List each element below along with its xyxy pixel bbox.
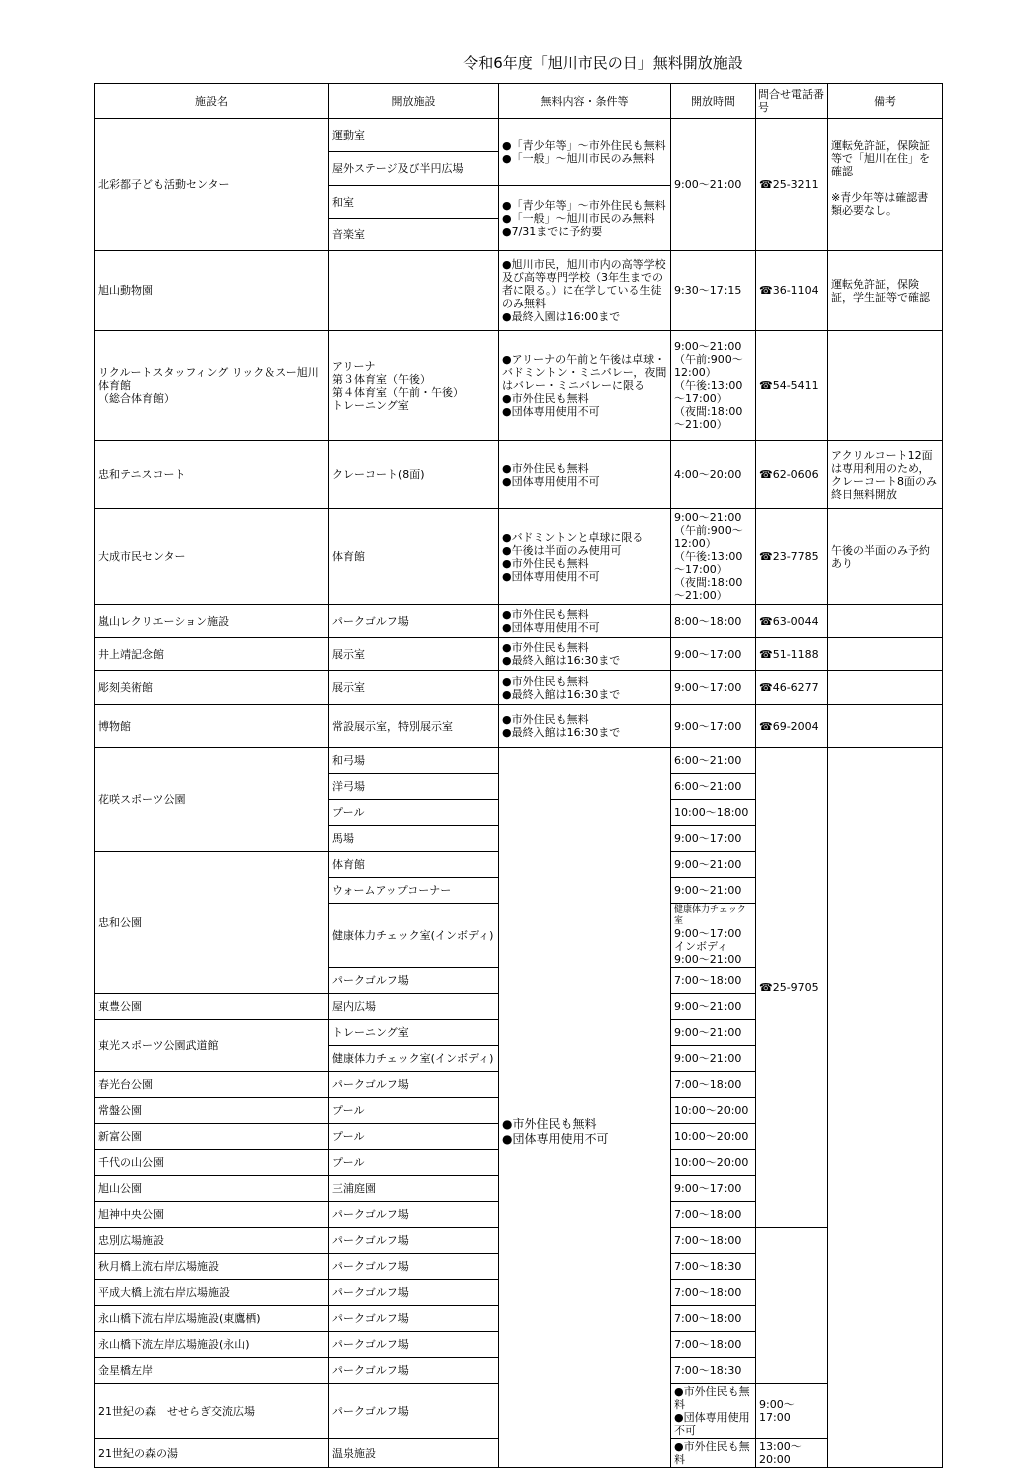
open-facility: パークゴルフ場 xyxy=(329,1072,499,1098)
open-facility: 体育館 xyxy=(329,852,499,878)
hours: 9:00～21:00 xyxy=(671,1020,756,1046)
facility-name: 忠和テニスコート xyxy=(95,441,329,509)
hours: 7:00～18:00 xyxy=(671,1306,756,1332)
open-facility: 体育館 xyxy=(329,509,499,605)
conditions: ●市外住民も無料 xyxy=(671,1439,756,1468)
notes xyxy=(828,605,943,638)
hours xyxy=(671,904,756,968)
open-facility: 洋弓場 xyxy=(329,774,499,800)
open-facility: 屋内広場 xyxy=(329,994,499,1020)
facility-name: 東豊公園 xyxy=(95,994,329,1020)
header-notes: 備考 xyxy=(828,84,943,119)
open-facility: プール xyxy=(329,800,499,826)
table-row xyxy=(95,251,943,331)
header-hours: 開放時間 xyxy=(671,84,756,119)
notes xyxy=(828,748,943,1468)
hours: 10:00～20:00 xyxy=(671,1098,756,1124)
header-conditions: 無料内容・条件等 xyxy=(499,84,671,119)
phone: ☎54-5411 xyxy=(756,331,828,441)
facility-name: 21世紀の森 せせらぎ交流広場 xyxy=(95,1384,329,1439)
hours: 9:00～17:00 xyxy=(671,1176,756,1202)
hours: 10:00～18:00 xyxy=(671,800,756,826)
hours: 13:00～20:00 xyxy=(756,1439,828,1468)
open-facility: 運動室 xyxy=(329,119,499,152)
hours: 7:00～18:00 xyxy=(671,1202,756,1228)
facility-name: 常盤公園 xyxy=(95,1098,329,1124)
facility-name: 千代の山公園 xyxy=(95,1150,329,1176)
hours: 4:00～20:00 xyxy=(671,441,756,509)
table-row xyxy=(95,331,943,441)
open-facility: クレーコート(8面) xyxy=(329,441,499,509)
open-facility: プール xyxy=(329,1098,499,1124)
hours: 9:00～17:00 xyxy=(671,705,756,748)
header-phone: 問合せ電話番号 xyxy=(756,84,828,119)
open-facility: 和弓場 xyxy=(329,748,499,774)
conditions: ●「青少年等」～市外住民も無料 ●「一般」～旭川市民のみ無料 xyxy=(499,119,671,186)
facility-table xyxy=(94,83,943,1468)
conditions: ●市外住民も無料 ●団体専用使用不可 xyxy=(499,441,671,509)
hours: 9:00～21:00 xyxy=(671,878,756,904)
phone: ☎69-2004 xyxy=(756,705,828,748)
hours: 8:00～18:00 xyxy=(671,605,756,638)
notes xyxy=(828,671,943,705)
table-row xyxy=(95,119,943,152)
facility-name: 旭山動物園 xyxy=(95,251,329,331)
facility-name: 博物館 xyxy=(95,705,329,748)
open-facility: 温泉施設 xyxy=(329,1439,499,1468)
header-row xyxy=(95,84,943,119)
hours: 9:00～21:00 （午前:900～12:00） （午後:13:00～17:00） （夜間:18:00～21:00） xyxy=(671,509,756,605)
conditions: ●バドミントンと卓球に限る ●午後は半面のみ使用可 ●市外住民も無料 ●団体専用使用不可 xyxy=(499,509,671,605)
hours: 9:00～21:00 （午前:900～12:00） （午後:13:00～17:00） （夜間:18:00～21:00） xyxy=(671,331,756,441)
open-facility: パークゴルフ場 xyxy=(329,1306,499,1332)
hours: 9:30～17:15 xyxy=(671,251,756,331)
facility-name: 北彩都子ども活動センター xyxy=(95,119,329,251)
header-facility: 開放施設 xyxy=(329,84,499,119)
conditions: ●市外住民も無料 ●団体専用使用不可 xyxy=(499,748,671,1468)
phone: ☎62-0606 xyxy=(756,441,828,509)
facility-name: 永山橋下流左岸広場施設(永山) xyxy=(95,1332,329,1358)
phone: ☎25-9705 xyxy=(756,748,828,1228)
header-name: 施設名 xyxy=(95,84,329,119)
hours: 9:00～21:00 xyxy=(671,994,756,1020)
conditions: ●アリーナの午前と午後は卓球・バドミントン・ミニバレー，夜間はバレー・ミニバレーに限る ●市外住民も無料 ●団体専用使用不可 xyxy=(499,331,671,441)
phone: ☎46-6277 xyxy=(756,671,828,705)
phone: ☎51-1188 xyxy=(756,638,828,671)
hours: 9:00～17:00 xyxy=(671,638,756,671)
facility-name: リクルートスタッフィング リック＆スー旭川体育館 （総合体育館） xyxy=(95,331,329,441)
phone: ☎23-7785 xyxy=(756,509,828,605)
hours: 6:00～21:00 xyxy=(671,774,756,800)
facility-name: 東光スポーツ公園武道館 xyxy=(95,1020,329,1072)
open-facility: ウォームアップコーナー xyxy=(329,878,499,904)
open-facility: 和室 xyxy=(329,186,499,219)
facility-name: 新富公園 xyxy=(95,1124,329,1150)
notes xyxy=(828,331,943,441)
hours: 9:00～17:00 xyxy=(671,826,756,852)
table-row xyxy=(95,605,943,638)
open-facility: 展示室 xyxy=(329,671,499,705)
hours: 7:00～18:00 xyxy=(671,1072,756,1098)
open-facility: プール xyxy=(329,1124,499,1150)
conditions: ●「青少年等」～市外住民も無料 ●「一般」～旭川市民のみ無料 ●7/31までに予約要 xyxy=(499,186,671,251)
open-facility: トレーニング室 xyxy=(329,1020,499,1046)
hours: 7:00～18:30 xyxy=(671,1254,756,1280)
open-facility: 健康体力チェック室(インボディ) xyxy=(329,904,499,968)
hours: 7:00～18:30 xyxy=(671,1358,756,1384)
conditions: ●市外住民も無料 ●団体専用使用不可 xyxy=(671,1384,756,1439)
facility-name: 旭山公園 xyxy=(95,1176,329,1202)
hours: 9:00～21:00 xyxy=(671,119,756,251)
conditions: ●市外住民も無料 ●最終入館は16:30まで xyxy=(499,671,671,705)
open-facility: パークゴルフ場 xyxy=(329,1280,499,1306)
hours-value: 9:00～17:00 インボディ 9:00～21:00 xyxy=(674,927,742,966)
facility-name: 井上靖記念館 xyxy=(95,638,329,671)
conditions: ●市外住民も無料 ●団体専用使用不可 xyxy=(499,605,671,638)
facility-name: 忠和公園 xyxy=(95,852,329,994)
facility-name: 21世紀の森の湯 xyxy=(95,1439,329,1468)
open-facility: パークゴルフ場 xyxy=(329,1228,499,1254)
table-row xyxy=(95,638,943,671)
hours: 7:00～18:00 xyxy=(671,968,756,994)
notes: アクリルコート12面は専用利用のため，クレーコート8面のみ終日無料開放 xyxy=(828,441,943,509)
notes: 運転免許証，保険証等で「旭川在住」を確認 ※青少年等は確認書類必要なし。 xyxy=(828,119,943,251)
hours: 7:00～18:00 xyxy=(671,1228,756,1254)
table-row xyxy=(95,509,943,605)
facility-name: 彫刻美術館 xyxy=(95,671,329,705)
open-facility: 屋外ステージ及び半円広場 xyxy=(329,152,499,186)
phone: ☎25-3211 xyxy=(756,119,828,251)
hours: 9:00～21:00 xyxy=(671,852,756,878)
facility-name: 忠別広場施設 xyxy=(95,1228,329,1254)
table-row xyxy=(95,671,943,705)
open-facility: パークゴルフ場 xyxy=(329,1384,499,1439)
notes: 午後の半面のみ予約あり xyxy=(828,509,943,605)
conditions: ●市外住民も無料 ●最終入館は16:30まで xyxy=(499,705,671,748)
hours: 9:00～17:00 xyxy=(756,1384,828,1439)
facility-name: 花咲スポーツ公園 xyxy=(95,748,329,852)
facility-name: 平成大橋上流右岸広場施設 xyxy=(95,1280,329,1306)
hours: 9:00～21:00 xyxy=(671,1046,756,1072)
hours: 6:00～21:00 xyxy=(671,748,756,774)
open-facility xyxy=(329,251,499,331)
open-facility: アリーナ 第３体育室（午後） 第４体育室（午前・午後） トレーニング室 xyxy=(329,331,499,441)
hours: 7:00～18:00 xyxy=(671,1280,756,1306)
table-row xyxy=(95,441,943,509)
hours: 9:00～17:00 xyxy=(671,671,756,705)
hours: 10:00～20:00 xyxy=(671,1124,756,1150)
open-facility: プール xyxy=(329,1150,499,1176)
facility-name: 嵐山レクリエーション施設 xyxy=(95,605,329,638)
open-facility: パークゴルフ場 xyxy=(329,1358,499,1384)
facility-name: 春光台公園 xyxy=(95,1072,329,1098)
conditions: ●旭川市民，旭川市内の高等学校及び高等専門学校（3年生までの者に限る。）に在学している生徒のみ無料 ●最終入園は16:00まで xyxy=(499,251,671,331)
open-facility: 馬場 xyxy=(329,826,499,852)
facility-name: 大成市民センター xyxy=(95,509,329,605)
facility-name: 金星橋左岸 xyxy=(95,1358,329,1384)
open-facility: 展示室 xyxy=(329,638,499,671)
hours: 7:00～18:00 xyxy=(671,1332,756,1358)
notes xyxy=(828,638,943,671)
hours: 10:00～20:00 xyxy=(671,1150,756,1176)
open-facility: パークゴルフ場 xyxy=(329,1202,499,1228)
open-facility: パークゴルフ場 xyxy=(329,1254,499,1280)
phone: ☎36-1104 xyxy=(756,251,828,331)
open-facility: 音楽室 xyxy=(329,219,499,251)
table-row xyxy=(95,705,943,748)
facility-name: 永山橋下流右岸広場施設(東鷹栖) xyxy=(95,1306,329,1332)
conditions: ●市外住民も無料 ●最終入館は16:30まで xyxy=(499,638,671,671)
facility-name: 秋月橋上流右岸広場施設 xyxy=(95,1254,329,1280)
open-facility: 健康体力チェック室(インボディ) xyxy=(329,1046,499,1072)
table-row xyxy=(95,748,943,774)
open-facility: パークゴルフ場 xyxy=(329,968,499,994)
notes xyxy=(828,705,943,748)
open-facility: パークゴルフ場 xyxy=(329,1332,499,1358)
page-title: 令和6年度「旭川市民の日」無料開放施設 xyxy=(463,54,743,72)
open-facility: 常設展示室，特別展示室 xyxy=(329,705,499,748)
phone: ☎63-0044 xyxy=(756,605,828,638)
hours-label: 健康体力チェック室 xyxy=(674,905,746,926)
notes: 運転免許証，保険証，学生証等で確認 xyxy=(828,251,943,331)
facility-name: 旭神中央公園 xyxy=(95,1202,329,1228)
open-facility: 三浦庭園 xyxy=(329,1176,499,1202)
open-facility: パークゴルフ場 xyxy=(329,605,499,638)
